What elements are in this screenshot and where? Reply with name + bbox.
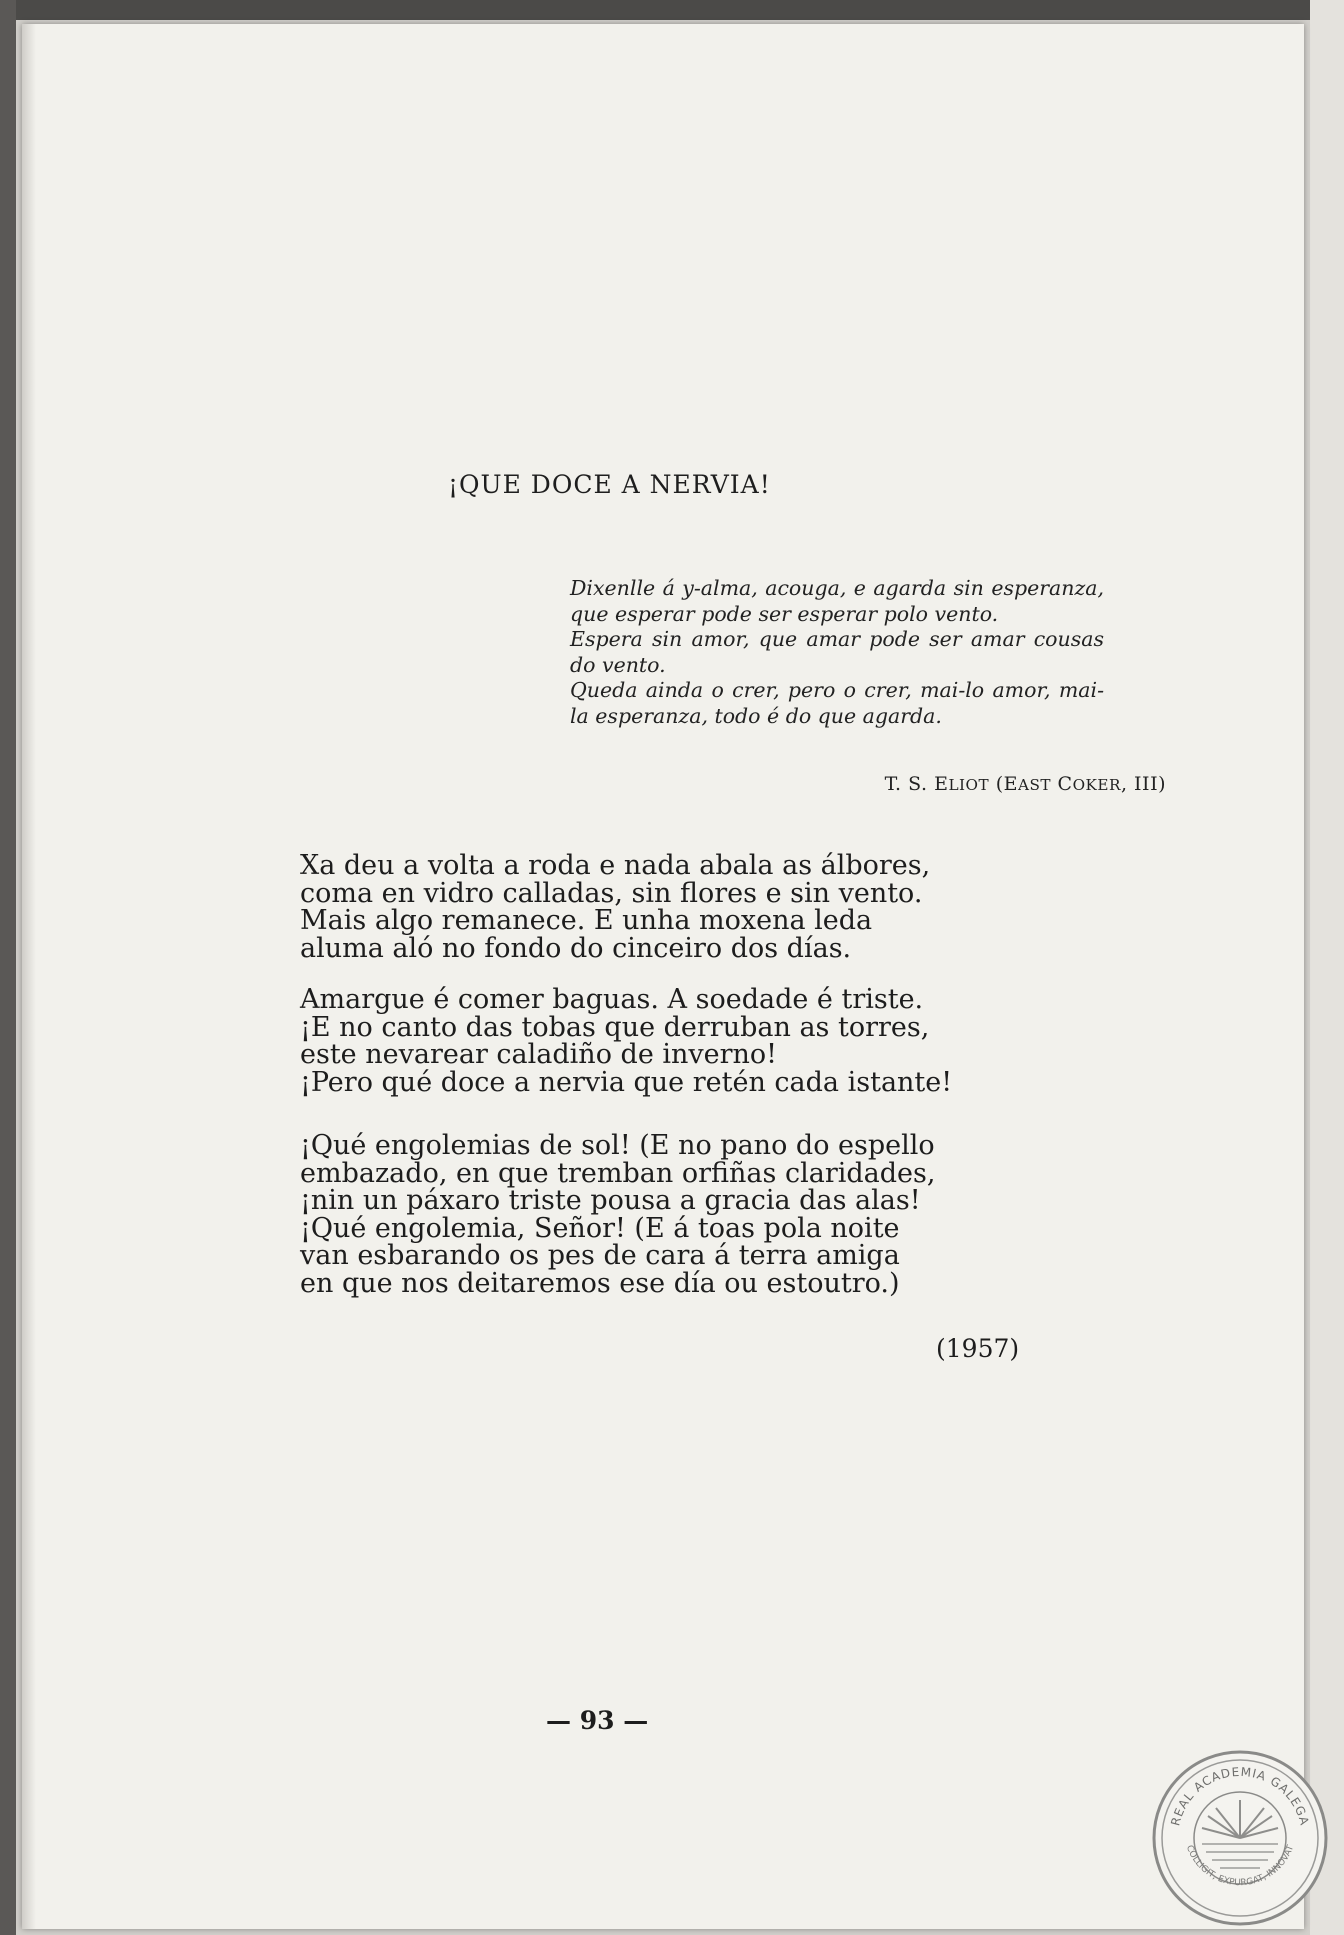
scan-edge-left xyxy=(0,0,16,1935)
stanza-1 xyxy=(300,852,1020,962)
poem-title: ¡QUE DOCE A NERVIA! xyxy=(448,470,771,499)
svg-text:REAL ACADEMIA GALEGA: REAL ACADEMIA GALEGA xyxy=(1168,1764,1312,1828)
epigraph-paragraph: Dixenlle á y-alma, acouga, e agarda sin esperanza, que esperar pode ser esperar polo vento. xyxy=(570,576,1104,626)
stanza-3 xyxy=(300,1132,1020,1297)
page-number: — 93 — xyxy=(546,1706,649,1735)
verse-line: coma en vidro calladas, sin flores e sin vento. xyxy=(300,877,923,909)
academy-seal-icon xyxy=(1150,1748,1330,1928)
verse-line: ¡Qué engolemias de sol! (E no pano do espello xyxy=(300,1130,935,1161)
verse-line: Amargue é comer baguas. A soedade é triste. xyxy=(300,984,924,1015)
epigraph xyxy=(570,576,1104,729)
verse-line: Mais algo remanece. E unha moxena leda xyxy=(300,905,873,936)
scan-edge-right xyxy=(1310,0,1344,1935)
verse-line: Xa deu a volta a roda e nada abala as álbores, xyxy=(300,850,931,881)
book-page xyxy=(22,24,1304,1929)
svg-text:COLLIGIT, EXPURGAT, INNOVAT: COLLIGIT, EXPURGAT, INNOVAT xyxy=(1183,1843,1297,1889)
verse-line: ¡E no canto das tobas que derruban as torres, xyxy=(300,1011,930,1043)
verse-line: aluma aló no fondo do cinceiro dos días. xyxy=(300,932,852,964)
poem-year: (1957) xyxy=(936,1334,1020,1363)
epigraph-attribution xyxy=(885,773,1166,795)
verse-line: ¡Qué engolemia, Señor! (E á toas pola noite xyxy=(300,1212,900,1244)
verse-line: en que nos deitaremos ese día ou estoutro.) xyxy=(300,1267,900,1299)
verse-line: embazado, en que tremban orfiñas claridades, xyxy=(300,1157,936,1189)
epigraph-paragraph: Espera sin amor, que amar pode ser amar cousas do vento. xyxy=(570,627,1104,677)
verse-line: ¡nin un páxaro triste pousa a gracia das alas! xyxy=(300,1185,921,1216)
epigraph-paragraph: Queda ainda o crer, pero o crer, mai-lo amor, mai-la esperanza, todo é do que agarda. xyxy=(570,678,1104,728)
verse-line: este nevarear caladiño de inverno! xyxy=(300,1039,778,1070)
scan-edge-top xyxy=(0,0,1344,20)
stanza-2 xyxy=(300,986,1020,1096)
verse-line: ¡Pero qué doce a nervia que retén cada istante! xyxy=(300,1066,953,1098)
attribution-text: T. S. ELIOT (EAST COKER, III) xyxy=(884,773,1166,795)
page-gutter-shadow xyxy=(22,24,36,1929)
verse-line: van esbarando os pes de cara á terra amiga xyxy=(300,1240,900,1271)
